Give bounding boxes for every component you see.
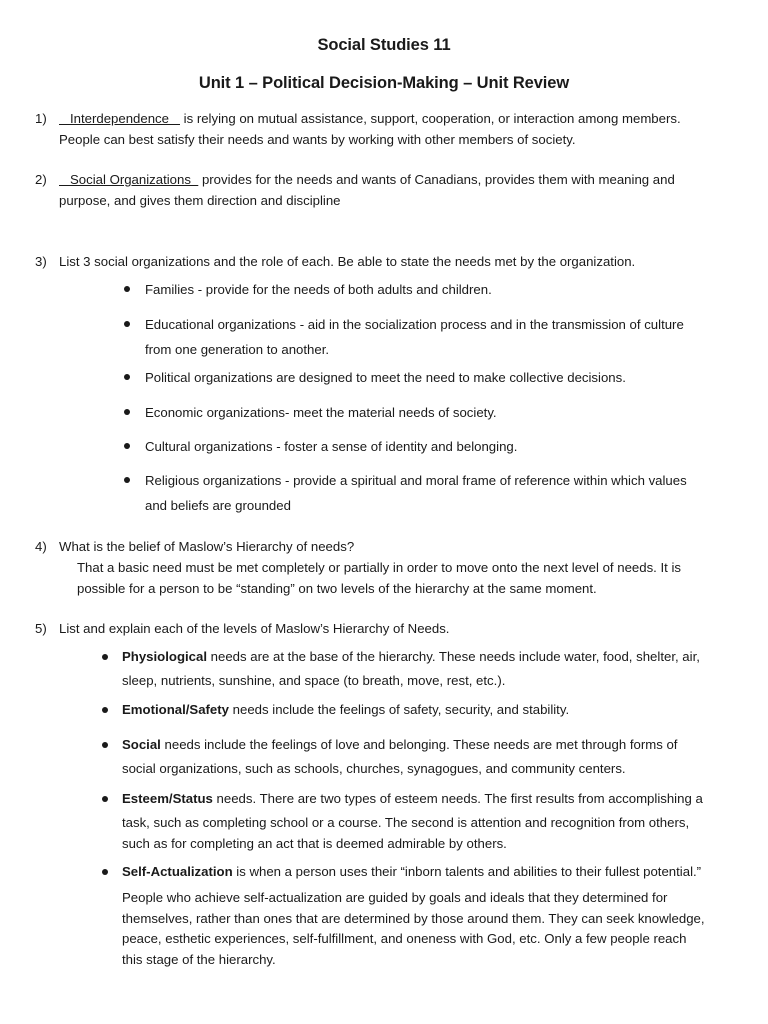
question-text-line2: purpose, and gives them direction and discipline (59, 193, 341, 208)
answer-blank: Social Organizations (59, 172, 199, 187)
level-term: Esteem/Status (122, 791, 213, 806)
list-item-continuation: such as for completing an act that is deemed admirable by others. (122, 836, 507, 851)
bullet-icon (124, 443, 130, 449)
question-number: 1) (35, 111, 47, 126)
bullet-icon (124, 477, 130, 483)
document-title: Social Studies 11 (317, 36, 451, 54)
question-number: 4) (35, 539, 47, 554)
question-text: List and explain each of the levels of Maslow’s Hierarchy of Needs. (59, 621, 450, 636)
bullet-icon (124, 286, 130, 292)
bullet-icon (124, 321, 130, 327)
question-text (59, 108, 749, 150)
level-term: Social (122, 737, 161, 752)
question-text: List 3 social organizations and the role of each. Be able to state the needs met by the organization. (59, 254, 636, 269)
question-number: 5) (35, 621, 47, 636)
bullet-icon (124, 409, 130, 415)
document-subtitle: Unit 1 – Political Decision-Making – Unit Review (198, 74, 570, 92)
question-number: 3) (35, 254, 47, 269)
level-term: Emotional/Safety (122, 702, 229, 717)
level-term: Self-Actualization (122, 864, 233, 879)
question-text-rest: provides for the needs and wants of Canadians, provides them with meaning and (198, 172, 675, 187)
bullet-icon (102, 654, 108, 660)
answer-blank: Interdependence (59, 111, 180, 126)
bullet-icon (102, 742, 108, 748)
question-text-line2: People can best satisfy their needs and wants by working with other members of society. (59, 132, 576, 147)
bullet-icon (102, 869, 108, 875)
bullet-icon (124, 374, 130, 380)
list-item-continuation: People who achieve self-actualization are guided by goals and ideals that they determined for themselves, rather than ones that are determined by those around them. They can seek knowledge, peace, esthetic experiences, self-fulfillment, and oneness with God, etc. Only a few people reach this stage of the hierarchy. (122, 890, 705, 967)
question-number: 2) (35, 172, 47, 187)
bullet-icon (102, 796, 108, 802)
level-term: Physiological (122, 649, 208, 664)
bullet-icon (102, 707, 108, 713)
answer-text: That a basic need must be met completely or partially in order to move onto the next level of needs. It is possible for a person to be “standing” on two levels of the hierarchy at the same moment. (77, 560, 682, 596)
question-text (59, 169, 749, 211)
question-text: What is the belief of Maslow’s Hierarchy of needs? (59, 539, 355, 554)
document-page: Social Studies 11 Unit 1 – Political Decision-Making – Unit Review 1) Interdependence is relying on mutual assistance, support, cooperation, or interaction among members. People can best satisfy their needs and wants by working with other members of society. 2) Social Organizations provides for the needs and wants of Canadians, provides them with meaning and purpose, and gives them direction and discipline 3) List 3 social organizations and the role of each. Be able to state the needs met by the organization. Families - provide for the needs of both adults and children. Educational organizations - aid in the socialization process and in the transmission of culture from one generation to another. Political organizations are designed to meet the need to make collective decisions. Economic organizations- meet the material needs of society. Cultural organizations - foster a sense of identity and belonging. Religious organizations - provide a spiritual and moral frame of reference within which values and beliefs are grounded 4) What is the belief of Maslow’s Hierarchy of needs? That a basic need must be met completely or partially in order to move onto the next level of needs. It is possible for a person to be “standing” on two levels of the hierarchy at the same moment. 5) List and explain each of the levels of Maslow’s Hierarchy of Needs. Physiological needs are at the base of the hierarchy. These needs include water, food, shelter, air, sleep, nutrients, sunshine, and space (to breath, move, rest, etc.). Emotional/Safety needs include the feelings of safety, security, and stability. Social needs include the feelings of love and belonging. These needs are met through forms of social organizations, such as schools, churches, synagogues, and community centers. Esteem/Status needs. There are two types of esteem needs. The first results from accomplishing a task, such as completing school or a course. The second is attention and recognition from others, such as for completing an act that is deemed admirable by others. Self-Actualization is when a person uses their “inborn talents and abilities to their fullest potential.” People who achieve self-actualization are guided by goals and ideals that they determined for themselves, rather than ones that are determined by those around them. They can seek knowledge, peace, esthetic experiences, self-fulfillment, and oneness with God, etc. Only a few people reach this stage of the hierarchy. (0, 0, 768, 1024)
question-text-rest: is relying on mutual assistance, support, cooperation, or interaction among members. (179, 111, 681, 126)
